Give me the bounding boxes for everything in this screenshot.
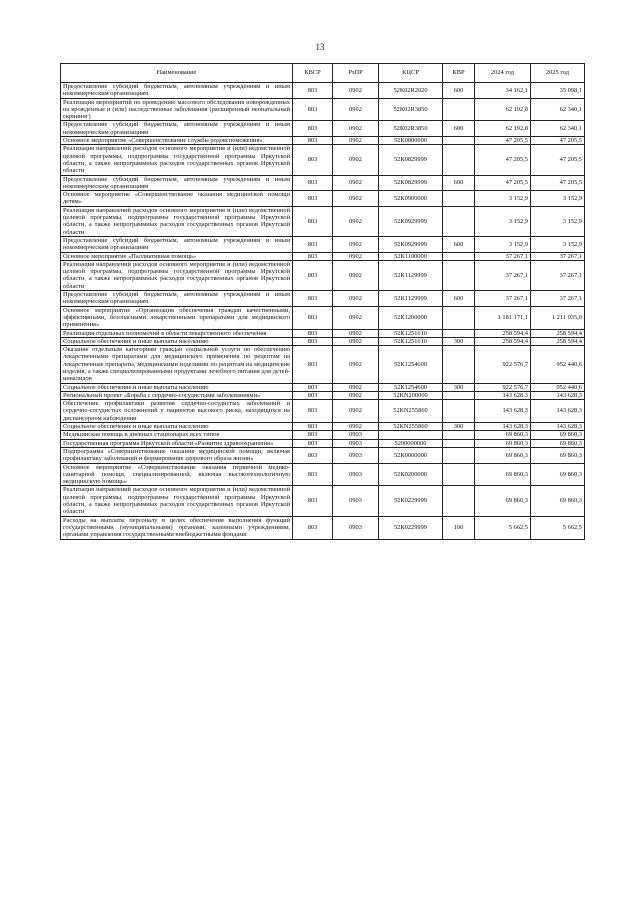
cell-name: Предоставление субсидий бюджетным, автономным учреждениям и иным некоммерческим организациям	[61, 175, 293, 191]
cell-kvr: 600	[443, 291, 475, 307]
cell-kvr	[443, 137, 475, 145]
table-row	[61, 423, 585, 431]
cell-rzpr: 0902	[333, 236, 379, 252]
cell-rzpr: 0902	[333, 337, 379, 345]
cell-kvsr: 803	[293, 145, 333, 175]
cell-kcsr: 52К1129999	[379, 260, 443, 290]
cell-name: Основное мероприятие «Паллиативная помощь»	[61, 252, 293, 260]
cell-2024: 1 181 171,1	[475, 306, 531, 329]
cell-2024: 69 860,3	[475, 431, 531, 439]
cell-2024: 69 860,3	[475, 463, 531, 486]
table-row	[61, 516, 585, 539]
cell-kvsr: 803	[293, 383, 333, 391]
cell-name: Реализация мероприятий по проведению массового обследования новорожденных на врожденные и (или) наследственные заболевания (расширенный неонатальный скрининг)	[61, 98, 293, 121]
cell-2025: 69 860,3	[531, 431, 585, 439]
cell-kvr	[443, 329, 475, 337]
cell-name: Государственная программа Иркутской области «Развитие здравоохранения»	[61, 439, 293, 447]
cell-name: Предоставление субсидий бюджетным, автономным учреждениям и иным некоммерческим организациям	[61, 291, 293, 307]
cell-name: Реализация направлений расходов основного мероприятия и (или) ведомственной целевой программы, подпрограммы государственной программы Иркутской области, а также непрограммных расходов государственных органов Иркутской области	[61, 260, 293, 290]
cell-2024: 37 267,1	[475, 291, 531, 307]
table-row	[61, 260, 585, 290]
cell-2025: 3 152,9	[531, 236, 585, 252]
cell-2025: 37 267,1	[531, 291, 585, 307]
cell-name: Социальное обеспечение и иные выплаты населению	[61, 337, 293, 345]
cell-kcsr: 52К1129999	[379, 291, 443, 307]
cell-kvsr: 803	[293, 391, 333, 399]
cell-name: Социальное обеспечение и иные выплаты населению	[61, 423, 293, 431]
cell-rzpr: 0903	[333, 439, 379, 447]
cell-2024: 69 860,3	[475, 439, 531, 447]
cell-kvr	[443, 346, 475, 383]
cell-2025: 1 211 035,0	[531, 306, 585, 329]
cell-2025: 952 440,6	[531, 383, 585, 391]
cell-kcsr: 52К0929999	[379, 236, 443, 252]
cell-name: Основное мероприятие «Совершенствование оказания первичной медико-санитарной помощи, специализированной, включая высокотехнологичную медицинскую помощь»	[61, 463, 293, 486]
cell-2025: 37 267,1	[531, 252, 585, 260]
cell-name: Основное мероприятие «Совершенствование оказания медицинской помощи детям»	[61, 191, 293, 207]
cell-2024: 258 594,4	[475, 329, 531, 337]
cell-kvr: 100	[443, 516, 475, 539]
cell-kvsr: 803	[293, 337, 333, 345]
cell-kvr	[443, 260, 475, 290]
cell-rzpr: 0902	[333, 206, 379, 236]
cell-kcsr: 52К1251610	[379, 337, 443, 345]
cell-2025: 47 205,5	[531, 145, 585, 175]
table-row	[61, 463, 585, 486]
budget-table	[60, 63, 585, 540]
cell-name: Реализация направлений расходов основного мероприятия и (или) ведомственной целевой программы, подпрограммы государственной программы Иркутской области, а также непрограммных расходов государственных органов Иркутской области	[61, 206, 293, 236]
cell-kvr: 600	[443, 236, 475, 252]
table-row	[61, 236, 585, 252]
cell-2024: 922 576,7	[475, 346, 531, 383]
cell-2025: 3 152,9	[531, 206, 585, 236]
cell-2024: 922 576,7	[475, 383, 531, 391]
cell-kvr	[443, 206, 475, 236]
table-row	[61, 431, 585, 439]
cell-2025: 69 860,3	[531, 486, 585, 516]
cell-2025: 47 205,5	[531, 137, 585, 145]
cell-2024: 37 267,1	[475, 260, 531, 290]
cell-kcsr: 52К0800000	[379, 137, 443, 145]
table-row	[61, 346, 585, 383]
cell-2025: 143 628,3	[531, 391, 585, 399]
cell-kvsr: 803	[293, 439, 333, 447]
cell-kvsr: 803	[293, 423, 333, 431]
header-kvr: КВР	[443, 64, 475, 83]
cell-rzpr: 0903	[333, 463, 379, 486]
cell-kcsr: 52К1200000	[379, 306, 443, 329]
cell-kvsr: 803	[293, 260, 333, 290]
cell-2025: 5 662,5	[531, 516, 585, 539]
cell-name: Основное мероприятие «Организация обеспечения граждан качественными, эффективными, безопасными лекарственными препаратами для медицинского применения»	[61, 306, 293, 329]
cell-name: Реализация направлений расходов основного мероприятия и (или) ведомственной целевой программы, подпрограммы государственной программы Иркутской области, а также непрограммных расходов государственных органов Иркутской области	[61, 145, 293, 175]
cell-2025: 952 440,6	[531, 346, 585, 383]
cell-kcsr: 52К0829999	[379, 175, 443, 191]
cell-name: Медицинская помощь в дневных стационарах всех типов	[61, 431, 293, 439]
cell-kcsr: 52К0900000	[379, 191, 443, 207]
cell-rzpr: 0902	[333, 260, 379, 290]
cell-rzpr: 0902	[333, 391, 379, 399]
cell-2024: 3 152,9	[475, 236, 531, 252]
cell-2024: 5 662,5	[475, 516, 531, 539]
cell-kvr: 300	[443, 423, 475, 431]
table-row	[61, 252, 585, 260]
cell-kvsr: 803	[293, 175, 333, 191]
cell-rzpr: 0903	[333, 516, 379, 539]
table-row	[61, 329, 585, 337]
cell-kcsr: 52К0229999	[379, 516, 443, 539]
cell-kvsr: 803	[293, 206, 333, 236]
cell-2024: 62 192,8	[475, 98, 531, 121]
cell-kvr	[443, 400, 475, 423]
page-number: 13	[315, 42, 325, 52]
cell-kcsr: 5200000000	[379, 439, 443, 447]
cell-2024: 143 628,3	[475, 423, 531, 431]
table-row	[61, 391, 585, 399]
table-body	[61, 83, 585, 540]
header-kvsr: КВСР	[293, 64, 333, 83]
table-row	[61, 337, 585, 345]
table-row	[61, 137, 585, 145]
cell-kvr	[443, 252, 475, 260]
cell-rzpr: 0902	[333, 346, 379, 383]
cell-kcsr: 52К0829999	[379, 145, 443, 175]
cell-2025: 62 340,1	[531, 98, 585, 121]
cell-kcsr: 52К1254600	[379, 383, 443, 391]
table-row	[61, 383, 585, 391]
cell-kvsr: 803	[293, 431, 333, 439]
cell-2025: 143 628,3	[531, 400, 585, 423]
cell-2024: 3 152,9	[475, 206, 531, 236]
table-row	[61, 175, 585, 191]
cell-kvsr: 803	[293, 329, 333, 337]
cell-name: Оказание отдельным категориям граждан социальной услуги по обеспечению лекарственными препаратами для медицинского применения по рецептам на лекарственные препараты, медицинскими изделиями по рецептам на медицинские изделия, а также специализированными продуктами лечебного питания для детей-инвалидов	[61, 346, 293, 383]
cell-name: Расходы на выплаты персоналу в целях обеспечения выполнения функций государственными (муниципальными) органами, казенными учреждениями, органами управления государственными внебюджетными фондами	[61, 516, 293, 539]
cell-rzpr: 0902	[333, 306, 379, 329]
table-row	[61, 400, 585, 423]
cell-2024: 62 192,8	[475, 121, 531, 137]
cell-name: Основное мероприятие «Совершенствование службы родовспоможения»	[61, 137, 293, 145]
cell-kcsr: 52К0229999	[379, 486, 443, 516]
table-row	[61, 98, 585, 121]
cell-kcsr: 52К02R3850	[379, 98, 443, 121]
cell-kvr: 300	[443, 337, 475, 345]
cell-rzpr: 0903	[333, 486, 379, 516]
cell-kvr: 600	[443, 175, 475, 191]
cell-2025: 69 860,3	[531, 447, 585, 463]
cell-rzpr: 0902	[333, 291, 379, 307]
cell-kvsr: 803	[293, 236, 333, 252]
cell-2024: 258 594,4	[475, 337, 531, 345]
cell-2024: 69 860,3	[475, 447, 531, 463]
cell-2025: 3 152,9	[531, 191, 585, 207]
cell-rzpr: 0902	[333, 175, 379, 191]
cell-name: Предоставление субсидий бюджетным, автономным учреждениям и иным некоммерческим организациям	[61, 121, 293, 137]
cell-2025: 258 594,4	[531, 329, 585, 337]
cell-kcsr: 52К0000000	[379, 447, 443, 463]
cell-name: Социальное обеспечение и иные выплаты населению	[61, 383, 293, 391]
cell-kvsr: 803	[293, 400, 333, 423]
table-row	[61, 439, 585, 447]
cell-2024: 143 628,3	[475, 400, 531, 423]
cell-2025: 35 098,1	[531, 83, 585, 99]
cell-rzpr: 0902	[333, 121, 379, 137]
table-row	[61, 306, 585, 329]
cell-kvsr: 803	[293, 516, 333, 539]
cell-kvsr: 803	[293, 191, 333, 207]
cell-kcsr: 52К1254600	[379, 346, 443, 383]
cell-name: Обеспечение профилактики развития сердечно-сосудистых заболеваний и сердечно-сосудистых осложнений у пациентов высокого риска, находящихся на диспансерном наблюдении	[61, 400, 293, 423]
cell-name: Региональный проект «Борьба с сердечно-сосудистыми заболеваниями»	[61, 391, 293, 399]
cell-kvsr: 803	[293, 121, 333, 137]
cell-rzpr: 0902	[333, 191, 379, 207]
cell-2025: 143 628,3	[531, 423, 585, 431]
cell-rzpr: 0902	[333, 423, 379, 431]
cell-2024: 37 267,1	[475, 252, 531, 260]
cell-kvsr: 803	[293, 486, 333, 516]
cell-kvr	[443, 306, 475, 329]
cell-kvr	[443, 191, 475, 207]
cell-rzpr: 0902	[333, 98, 379, 121]
table-row	[61, 121, 585, 137]
cell-kvsr: 803	[293, 346, 333, 383]
cell-kvsr: 803	[293, 252, 333, 260]
cell-kvsr: 803	[293, 137, 333, 145]
cell-2025: 69 860,3	[531, 439, 585, 447]
table-row	[61, 447, 585, 463]
cell-2024: 47 205,5	[475, 175, 531, 191]
cell-2025: 47 205,5	[531, 175, 585, 191]
cell-name: Предоставление субсидий бюджетным, автономным учреждениям и иным некоммерческим организациям	[61, 83, 293, 99]
cell-name: Предоставление субсидий бюджетным, автономным учреждениям и иным некоммерческим организациям	[61, 236, 293, 252]
cell-kcsr: 52К02R2020	[379, 83, 443, 99]
cell-kvr	[443, 447, 475, 463]
cell-2025: 62 340,1	[531, 121, 585, 137]
cell-kvr	[443, 463, 475, 486]
cell-kvr	[443, 486, 475, 516]
header-kcsr: КЦСР	[379, 64, 443, 83]
cell-rzpr: 0902	[333, 252, 379, 260]
table-row	[61, 145, 585, 175]
table-header-row	[61, 64, 585, 83]
cell-kvsr: 803	[293, 463, 333, 486]
cell-kvr: 300	[443, 383, 475, 391]
cell-kcsr: 52К0200000	[379, 463, 443, 486]
cell-2025: 69 860,3	[531, 463, 585, 486]
cell-kvr: 600	[443, 121, 475, 137]
table-row	[61, 291, 585, 307]
cell-kvr	[443, 391, 475, 399]
cell-kcsr: 52КN255860	[379, 423, 443, 431]
cell-name: Реализация направлений расходов основного мероприятия и (или) ведомственной целевой программы, подпрограммы государственной программы Иркутской области, а также непрограммных расходов государственных органов Иркутской области	[61, 486, 293, 516]
cell-kvr	[443, 431, 475, 439]
cell-2024: 143 628,3	[475, 391, 531, 399]
cell-kvr	[443, 439, 475, 447]
cell-rzpr: 0902	[333, 400, 379, 423]
cell-kcsr: 52К0929999	[379, 206, 443, 236]
cell-name: Реализация отдельных полномочий в области лекарственного обеспечения	[61, 329, 293, 337]
cell-2025: 258 594,4	[531, 337, 585, 345]
cell-rzpr: 0902	[333, 383, 379, 391]
cell-kvr	[443, 98, 475, 121]
cell-kvr: 600	[443, 83, 475, 99]
cell-kvsr: 803	[293, 306, 333, 329]
table-row	[61, 83, 585, 99]
cell-2024: 34 162,1	[475, 83, 531, 99]
cell-kcsr: 52К1251610	[379, 329, 443, 337]
cell-2024: 47 205,5	[475, 137, 531, 145]
cell-rzpr: 0902	[333, 329, 379, 337]
cell-2025: 37 267,1	[531, 260, 585, 290]
table-row	[61, 191, 585, 207]
header-rzpr: РзПР	[333, 64, 379, 83]
cell-2024: 69 860,3	[475, 486, 531, 516]
cell-kvsr: 803	[293, 291, 333, 307]
cell-rzpr: 0902	[333, 83, 379, 99]
cell-kvsr: 803	[293, 447, 333, 463]
cell-kvsr: 803	[293, 98, 333, 121]
header-name: Наименование	[61, 64, 293, 83]
cell-kcsr: 52КN200000	[379, 391, 443, 399]
header-2025: 2025 год	[531, 64, 585, 83]
cell-rzpr: 0903	[333, 447, 379, 463]
header-2024: 2024 год	[475, 64, 531, 83]
cell-name: Подпрограмма «Совершенствование оказания медицинской помощи, включая профилактику заболеваний и формирование здорового образа жизни»	[61, 447, 293, 463]
cell-2024: 47 205,5	[475, 145, 531, 175]
cell-kcsr: 52КN255860	[379, 400, 443, 423]
cell-rzpr: 0903	[333, 431, 379, 439]
cell-kcsr: 52К1100000	[379, 252, 443, 260]
cell-kcsr	[379, 431, 443, 439]
cell-rzpr: 0902	[333, 145, 379, 175]
table-row	[61, 486, 585, 516]
cell-rzpr: 0902	[333, 137, 379, 145]
cell-kvsr: 803	[293, 83, 333, 99]
cell-kvr	[443, 145, 475, 175]
table-row	[61, 206, 585, 236]
cell-2024: 3 152,9	[475, 191, 531, 207]
cell-kcsr: 52К02R3850	[379, 121, 443, 137]
